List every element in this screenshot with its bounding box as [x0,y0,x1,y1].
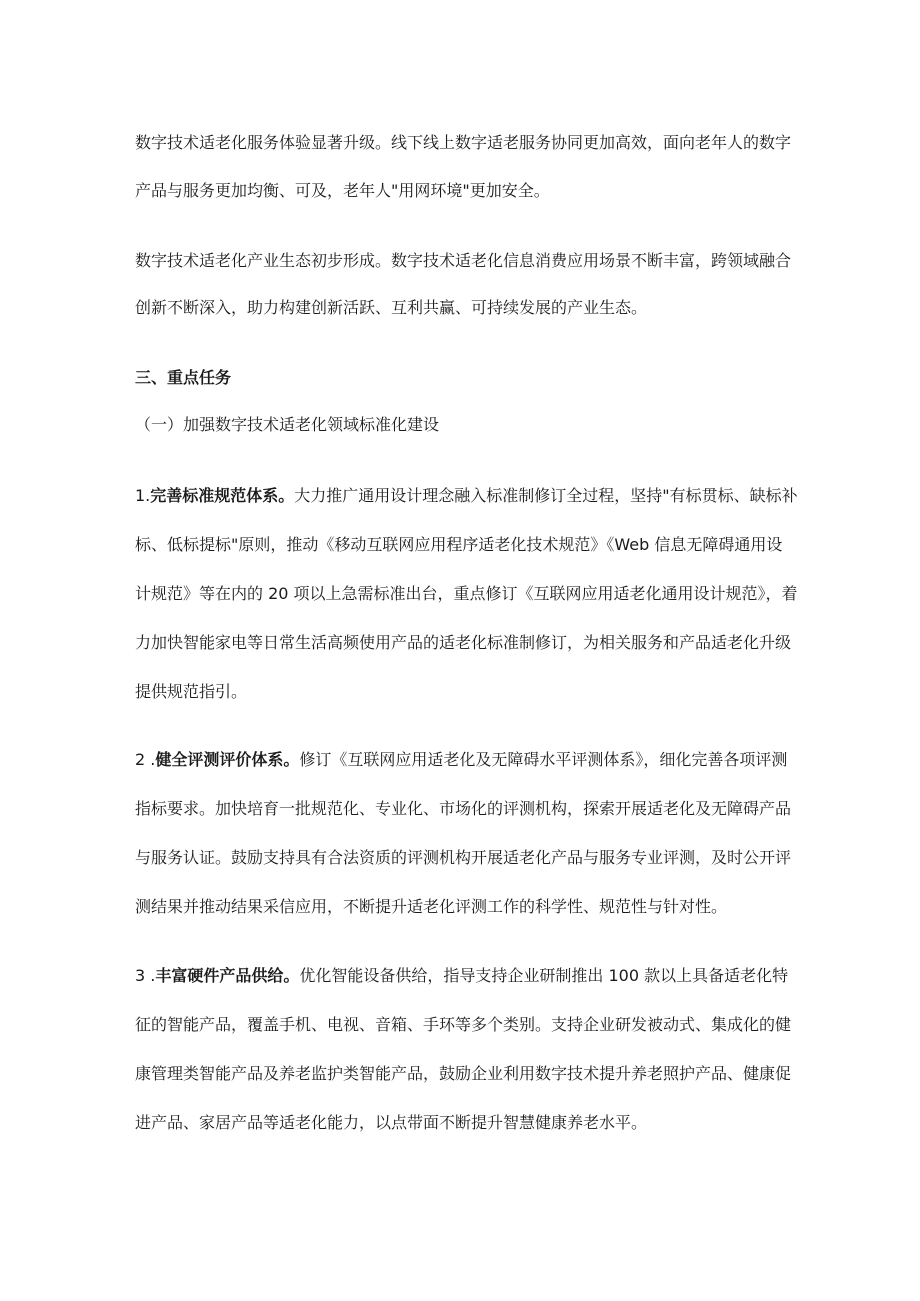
item-2-text: 修订《互联网应用适老化及无障碍水平评测体系》，细化完善各项评测 [299,750,788,769]
item-1-line-3: 计规范》等在内的 20 项以上急需标准出台，重点修订《互联网应用适老化通用设计规范》，着 [135,584,798,603]
item-1-text: 大力推广通用设计理念融入标准制修订全过程，坚持"有标贯标、缺标补 [294,486,798,505]
item-2-line-3: 与服务认证。鼓励支持具有合法资质的评测机构开展适老化产品与服务专业评测，及时公开评 [135,848,792,867]
item-3-text: 优化智能设备供给，指导支持企业研制推出 100 款以上具备适老化特 [299,966,789,985]
paragraph-2-line-1: 数字技术适老化产业生态初步形成。数字技术适老化信息消费应用场景不断丰富，跨领域融合 [135,251,792,270]
item-2-line-2: 指标要求。加快培育一批规范化、专业化、市场化的评测机构，探索开展适老化及无障碍产品 [135,799,792,818]
item-3-title: 丰富硬件产品供给。 [155,966,300,985]
item-3-line-4: 进产品、家居产品等适老化能力，以点带面不断提升智慧健康养老水平。 [135,1113,648,1132]
item-1-line-2: 标、低标提标"原则，推动《移动互联网应用程序适老化技术规范》《Web 信息无障碍通用设 [135,535,783,554]
item-1-title: 完善标准规范体系。 [150,486,295,505]
subsection-heading: （一）加强数字技术适老化领域标准化建设 [135,415,440,434]
item-2-line-4: 测结果并推动结果采信应用，不断提升适老化评测工作的科学性、规范性与针对性。 [135,897,728,916]
item-1-line-1 [135,486,798,506]
section-heading: 三、重点任务 [135,368,232,387]
item-2-title: 健全评测评价体系。 [155,750,300,769]
item-3-line-2: 征的智能产品，覆盖手机、电视、音箱、手环等多个类别。支持企业研发被动式、集成化的健 [135,1015,792,1034]
item-2-line-1 [135,750,787,770]
paragraph-2-line-2: 创新不断深入，助力构建创新活跃、互利共赢、可持续发展的产业生态。 [135,298,648,317]
item-3-number: 3 . [135,966,156,985]
item-2-number: 2 . [135,750,156,769]
item-3-line-3: 康管理类智能产品及养老监护类智能产品，鼓励企业利用数字技术提升养老照护产品、健康促 [135,1064,792,1083]
item-1-number: 1. [135,486,151,505]
paragraph-1-line-2: 产品与服务更加均衡、可及，老年人"用网环境"更加安全。 [135,181,550,200]
item-1-line-5: 提供规范指引。 [135,682,248,701]
item-3-line-1 [135,966,788,986]
item-1-line-4: 力加快智能家电等日常生活高频使用产品的适老化标准制修订，为相关服务和产品适老化升级 [135,633,792,652]
paragraph-1-line-1: 数字技术适老化服务体验显著升级。线下线上数字适老服务协同更加高效，面向老年人的数字 [135,133,792,152]
